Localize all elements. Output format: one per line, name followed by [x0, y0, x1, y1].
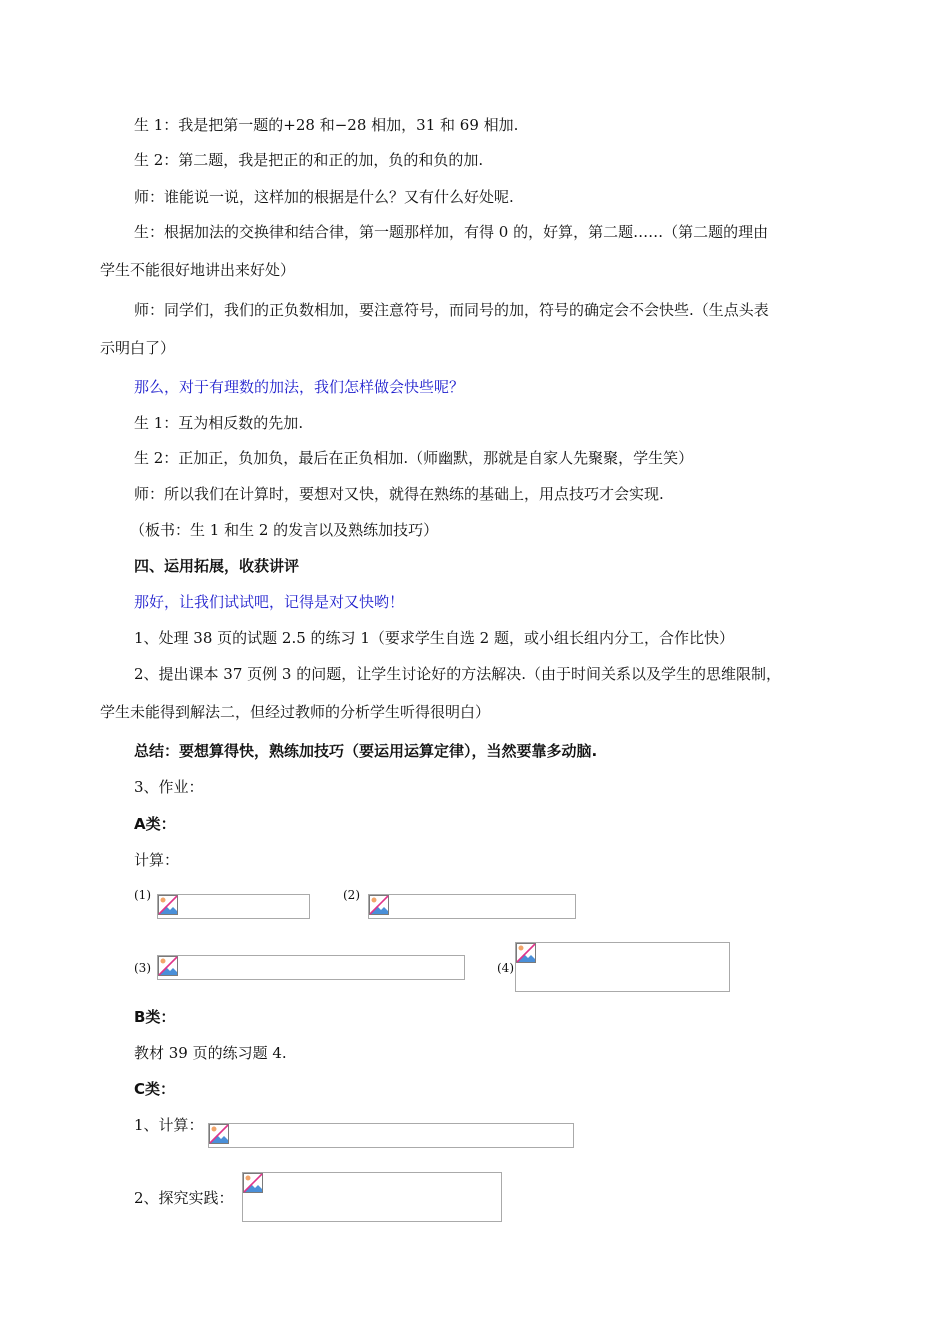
paragraph-line: 学生不能很好地讲出来好处）	[100, 261, 296, 279]
dialogue-line: 生 1：互为相反数的先加.	[134, 414, 304, 432]
broken-image-icon	[243, 1173, 263, 1193]
blackboard-note: （板书：生 1 和生 2 的发言以及熟练加技巧）	[130, 521, 439, 539]
c-explore-label: 2、探究实践：	[134, 1189, 234, 1207]
problem-image-1	[157, 894, 310, 919]
dialogue-line: 师：谁能说一说，这样加的根据是什么？又有什么好处呢.	[134, 188, 514, 206]
dialogue-line: 生 2：正加正，负加负，最后在正负相加.（师幽默，那就是自家人先聚聚，学生笑）	[134, 449, 694, 467]
section-heading: 四、运用拓展，收获讲评	[134, 557, 300, 575]
paragraph-line: 示明白了）	[100, 339, 176, 357]
textbook-exercise: 教材 39 页的练习题 4.	[134, 1044, 287, 1062]
dialogue-line: 生 1：我是把第一题的+28 和−28 相加，31 和 69 相加.	[134, 116, 519, 134]
dialogue-paragraph	[100, 300, 855, 358]
c-calc-image	[208, 1123, 574, 1148]
problem-label-2: (2)	[343, 888, 360, 902]
teacher-prompt: 那好，让我们试试吧，记得是对又快哟！	[134, 593, 405, 611]
problem-image-2	[368, 894, 576, 919]
teacher-prompt: 那么，对于有理数的加法，我们怎样做会快些呢？	[134, 378, 465, 396]
calc-label: 计算：	[134, 851, 180, 869]
problem-label-4: (4)	[497, 961, 514, 975]
broken-image-icon	[209, 1124, 229, 1144]
category-c-heading: C类：	[134, 1080, 176, 1098]
paragraph-line: 生：根据加法的交换律和结合律，第一题那样加，有得 0 的，好算，第二题……（第二题的理由	[134, 223, 769, 241]
c-explore-image	[242, 1172, 502, 1222]
broken-image-icon	[369, 895, 389, 915]
dialogue-line: 师：所以我们在计算时，要想对又快，就得在熟练的基础上，用点技巧才会实现.	[134, 485, 664, 503]
summary-line: 总结：要想算得快，熟练加技巧（要运用运算定律），当然要靠多动脑.	[134, 742, 598, 760]
problem-image-3	[157, 955, 465, 980]
task-paragraph	[100, 664, 855, 722]
dialogue-line: 生 2：第二题，我是把正的和正的加，负的和负的加.	[134, 151, 484, 169]
problem-label-3: (3)	[134, 961, 151, 975]
broken-image-icon	[158, 895, 178, 915]
paragraph-line: 学生未能得到解法二，但经过教师的分析学生听得很明白）	[100, 703, 491, 721]
problem-image-4	[515, 942, 730, 992]
category-b-heading: B类：	[134, 1008, 176, 1026]
homework-heading: 3、作业：	[134, 778, 204, 796]
c-calc-label: 1、计算：	[134, 1116, 204, 1134]
paragraph-line: 师：同学们，我们的正负数相加，要注意符号，而同号的加，符号的确定会不会快些.（生点头表	[134, 301, 769, 319]
dialogue-paragraph	[100, 222, 855, 280]
broken-image-icon	[516, 943, 536, 963]
paragraph-line: 2、提出课本 37 页例 3 的问题，让学生讨论好的方法解决.（由于时间关系以及学生的思维限制，	[134, 665, 782, 683]
problem-label-1: (1)	[134, 888, 151, 902]
task-item: 1、处理 38 页的试题 2.5 的练习 1（要求学生自选 2 题，或小组长组内分工，合作比快）	[134, 629, 734, 647]
broken-image-icon	[158, 956, 178, 976]
category-a-heading: A类：	[134, 815, 176, 833]
